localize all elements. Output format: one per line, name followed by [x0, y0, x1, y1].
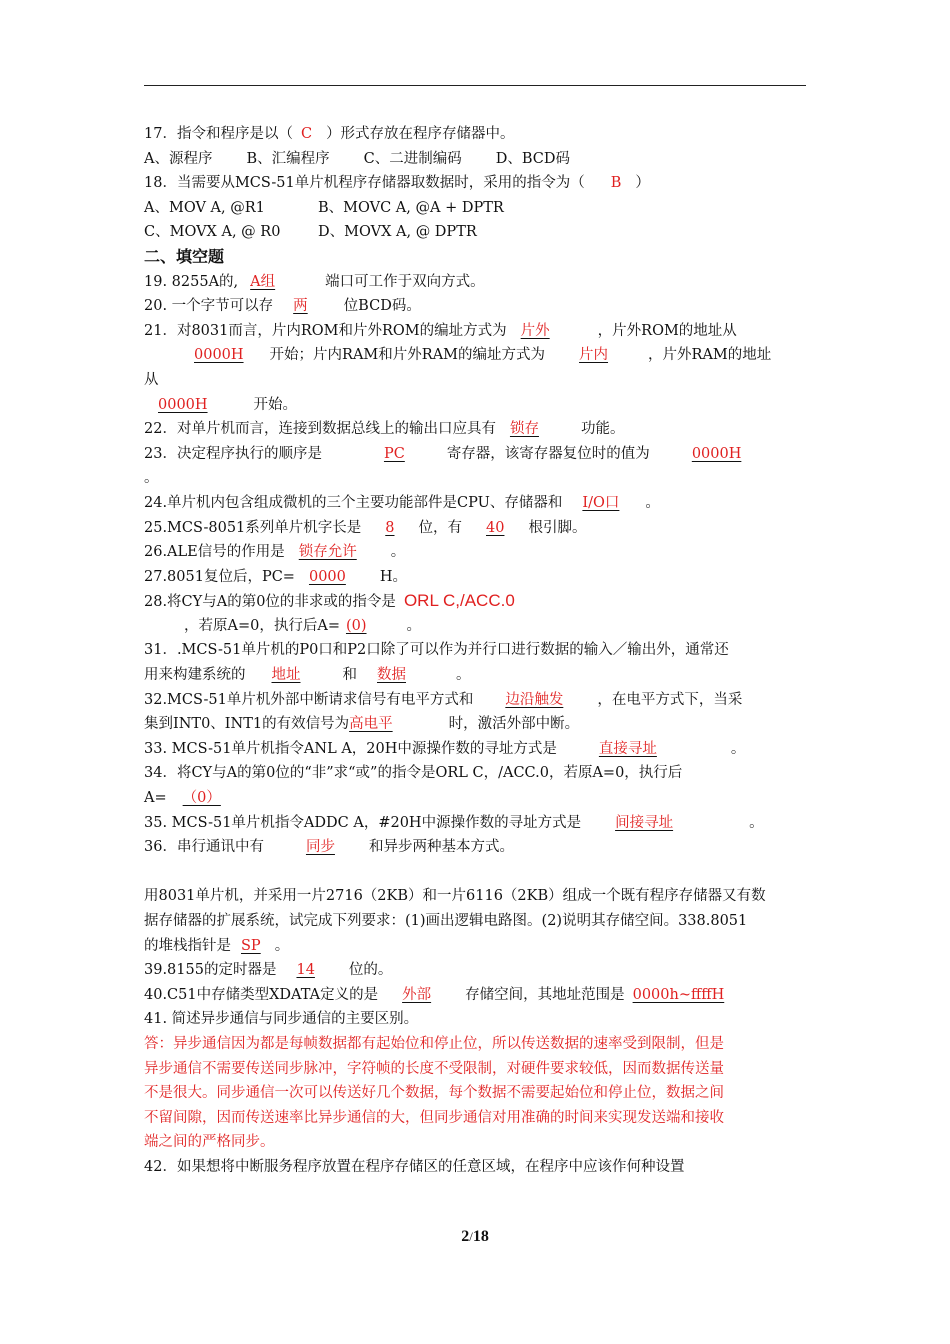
question-21-line1: 21．对8031而言，片内ROM和片外ROM的编址方式为 片外 ，片外ROM的地址从	[144, 322, 737, 339]
answer: 片外	[520, 322, 550, 339]
answer: （0）	[182, 790, 221, 807]
answer: 直接寻址	[598, 740, 657, 757]
question-21-line4: 0000H 开始。	[158, 396, 298, 413]
question-31-line2: 用来构建系统的 地址 和 数据 。	[144, 667, 471, 684]
question-21-line3: 从	[144, 371, 159, 388]
question-17: 17．指令和程序是以（ C ）形式存放在程序存储器中。	[144, 126, 515, 142]
answer: 两	[293, 298, 308, 315]
question-26: 26.ALE信号的作用是 锁存允许 。	[144, 544, 406, 561]
answer: ORL C,/ACC.0	[403, 591, 515, 611]
answer: B	[610, 175, 622, 192]
answer: 0000	[308, 568, 346, 585]
question-39: 39.8155的定时器是 14 位的。	[144, 962, 393, 979]
answer: 14	[296, 962, 315, 979]
answer-41-line1: 答：异步通信因为都是每帧数据都有起始位和停止位，所以传送数据的速率受到限制，但是	[144, 1035, 724, 1052]
question-21-line2: 0000H 开始；片内RAM和片外RAM的编址方式为 片内 ，片外RAM的地址	[194, 347, 772, 364]
answer-41-line5: 端之间的严格同步。	[144, 1134, 275, 1151]
answer: 边沿触发	[505, 691, 564, 708]
answer: PC	[383, 445, 405, 462]
spacer	[144, 860, 808, 885]
question-31-line1: 31．.MCS-51单片机的P0口和P2口除了可以作为并行口进行数据的输入／输出外，通常还	[144, 642, 729, 659]
answer: 高电平	[349, 716, 393, 733]
question-37-line1: 用8031单片机，并采用一片2716（2KB）和一片6116（2KB）组成一个既有程序存储器又有数	[144, 888, 766, 905]
document-body	[144, 122, 808, 1180]
question-18-options-cd: C、MOVX A, @ R0 D、MOVX A, @ DPTR	[144, 224, 477, 241]
question-18: 18．当需要从MCS-51单片机程序存储器取数据时，采用的指令为（ B ）	[144, 175, 650, 192]
answer: 片内	[579, 347, 609, 364]
question-34-line1: 34．将CY与A的第0位的“非”求“或”的指令是ORL C，/ACC.0，若原A=0，执行后	[144, 765, 683, 782]
header-rule	[144, 85, 806, 86]
answer: (0)	[345, 617, 367, 634]
answer-41-line3: 不是很大。同步通信一次可以传送好几个数据，每个数据不需要起始位和停止位，数据之间	[144, 1085, 724, 1102]
question-27: 27.8051复位后，PC= 0000 H。	[144, 568, 408, 585]
answer: 间接寻址	[615, 814, 674, 831]
answer: 外部	[402, 986, 432, 1003]
question-35: 35. MCS-51单片机指令ADDC A，#20H中源操作数的寻址方式是 间接寻址 。	[144, 814, 764, 831]
answer: 锁存	[509, 421, 539, 438]
answer: 40	[486, 519, 505, 536]
answer: I/O口	[582, 494, 620, 511]
answer: 8	[385, 519, 395, 536]
answer: 0000H	[194, 347, 244, 364]
question-25: 25.MCS-8051系列单片机字长是 8 位，有 40 根引脚。	[144, 519, 587, 536]
question-23-tail: 。	[144, 470, 159, 487]
answer: 同步	[305, 839, 335, 856]
question-28-line1: 28.将CY与A的第0位的非求或的指令是 ORL C,/ACC.0	[144, 591, 515, 611]
question-24: 24.单片机内包含组成微机的三个主要功能部件是CPU、存储器和 I/O口 。	[144, 494, 660, 511]
answer: SP	[241, 937, 261, 954]
answer-41-line4: 不留间隙，因而传送速率比异步通信的大，但同步通信对用准确的时间来实现发送端和接收	[144, 1109, 724, 1126]
question-33: 33. MCS-51单片机指令ANL A，20H中源操作数的寻址方式是 直接寻址 。	[144, 740, 746, 757]
question-32-line2: 集到INT0、INT1的有效信号为高电平 时，激活外部中断。	[144, 716, 580, 733]
question-40: 40.C51中存储类型XDATA定义的是 外部 存储空间，其地址范围是 0000h~ffffH	[144, 986, 725, 1003]
question-32-line1: 32.MCS-51单片机外部中断请求信号有电平方式和 边沿触发 ，在电平方式下，当采	[144, 691, 743, 708]
question-28-line2: ，若原A=0，执行后A= (0) 。	[184, 617, 422, 634]
answer: 0000h~ffffH	[632, 986, 725, 1003]
question-17-options: A、源程序 B、汇编程序 C、二进制编码 D、BCD码	[144, 150, 571, 167]
question-34-line2: A= （0）	[144, 790, 221, 807]
answer: 锁存允许	[298, 544, 357, 561]
answer: 0000H	[158, 396, 208, 413]
question-22: 22．对单片机而言，连接到数据总线上的输出口应具有 锁存 功能。	[144, 421, 625, 438]
question-18-options-ab: A、MOV A, @R1 B、MOVC A, @A + DPTR	[144, 199, 504, 216]
answer: A组	[250, 273, 276, 290]
question-42: 42．如果想将中断服务程序放置在程序存储区的任意区域，在程序中应该作何种设置	[144, 1158, 685, 1175]
question-20: 20. 一个字节可以存 两 位BCD码。	[144, 298, 421, 315]
question-19: 19. 8255A的, A组 端口可工作于双向方式。	[144, 273, 485, 290]
answer: 0000H	[691, 445, 742, 462]
answer-41-line2: 异步通信不需要传送同步脉冲，字符帧的长度不受限制，对硬件要求较低，因而数据传送量	[144, 1060, 724, 1077]
answer: 地址	[271, 667, 301, 684]
question-41: 41. 简述异步通信与同步通信的主要区别。	[144, 1011, 419, 1028]
question-36: 36．串行通讯中有 同步 和异步两种基本方式。	[144, 839, 514, 856]
page-number: 2/18	[461, 1228, 489, 1245]
answer: 数据	[377, 667, 406, 684]
question-38: 的堆栈指针是 SP 。	[144, 937, 290, 954]
question-37-line2: 据存储器的扩展系统，试完成下列要求：(1)画出逻辑电路图。(2)说明其存储空间。338.8051	[144, 913, 748, 929]
section-heading: 二、填空题	[144, 246, 225, 266]
answer: C	[300, 126, 313, 142]
question-23: 23．决定程序执行的顺序是 PC 寄存器，该寄存器复位时的值为 0000H	[144, 445, 742, 462]
